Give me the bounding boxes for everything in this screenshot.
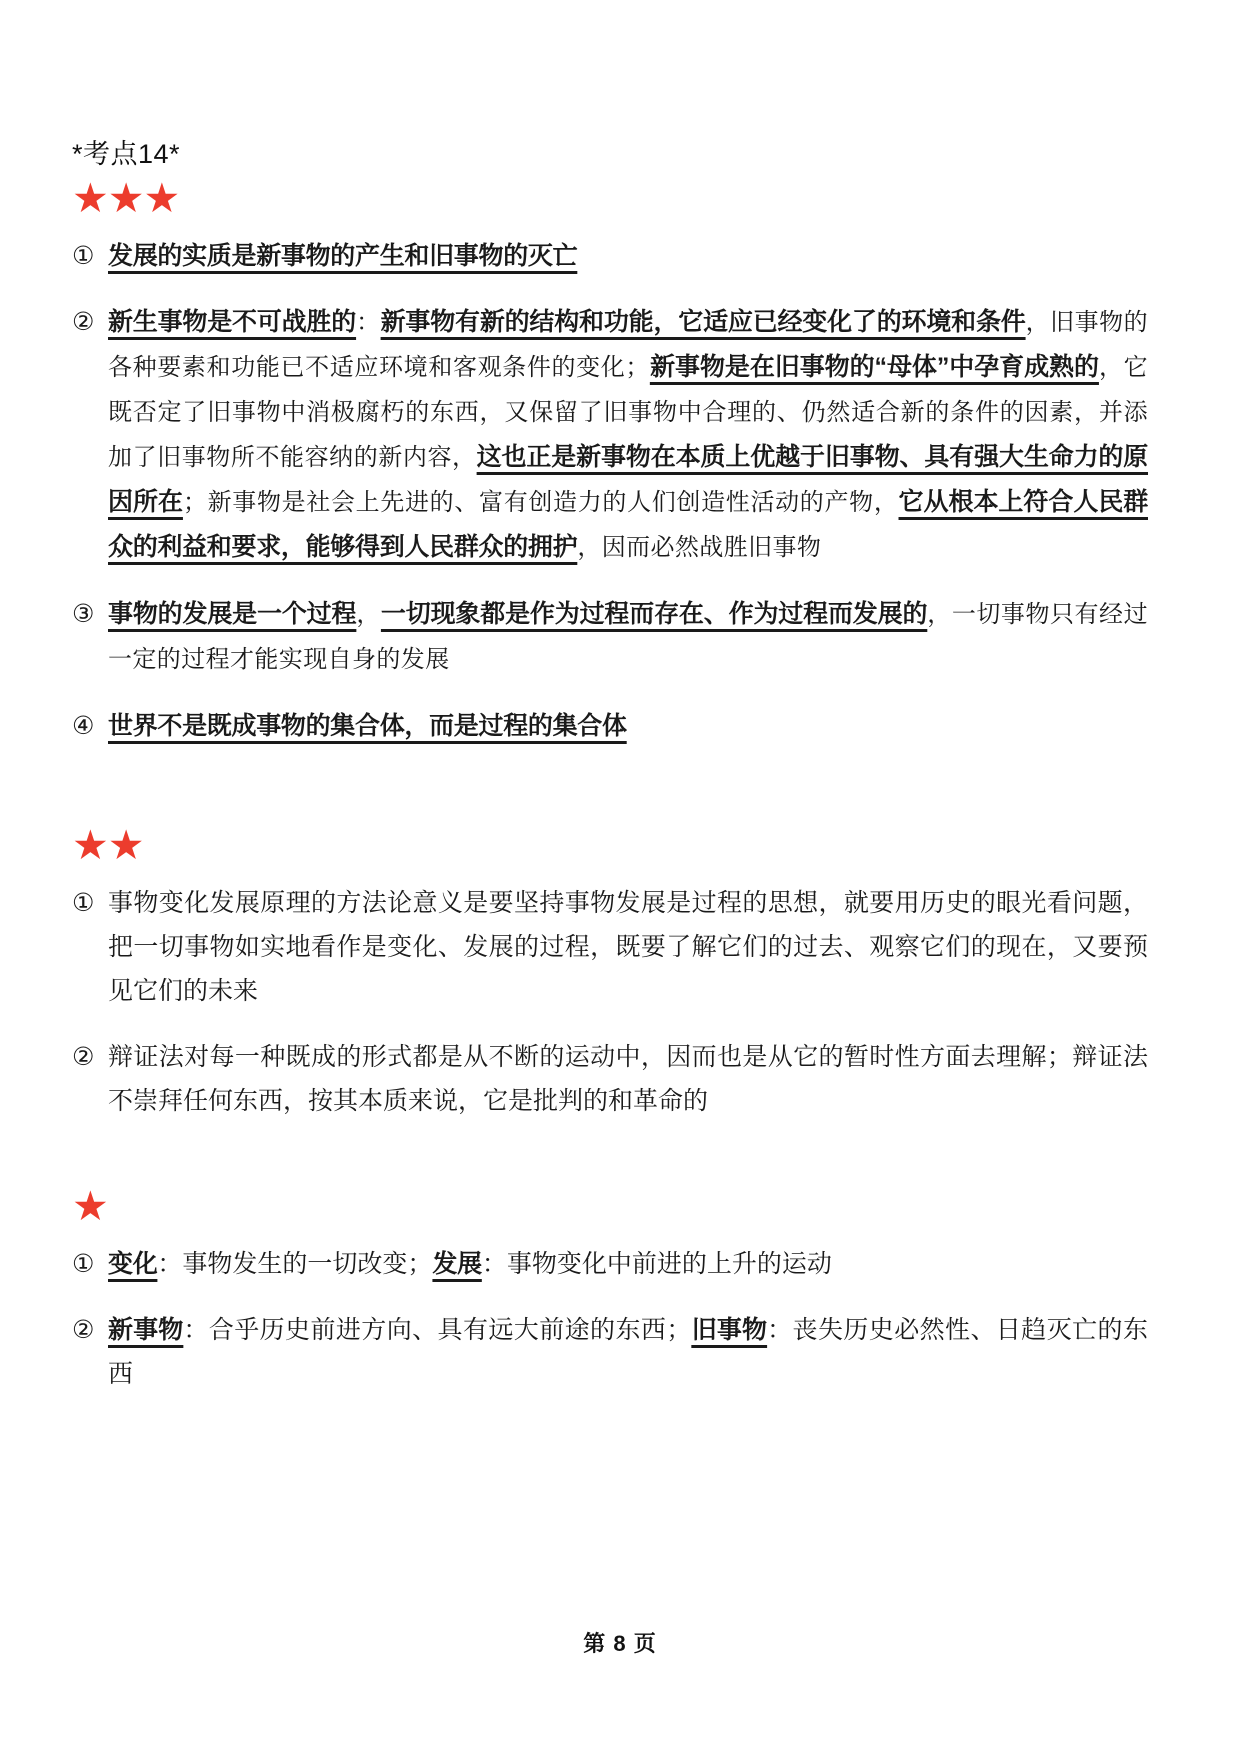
list-item-text bbox=[108, 1242, 1148, 1286]
emphasis-text: 旧事物 bbox=[691, 1316, 768, 1345]
emphasis-text: 事物的发展是一个过程 bbox=[108, 600, 357, 629]
section-divider-1 bbox=[72, 770, 1148, 824]
body-text: ： bbox=[356, 310, 381, 337]
emphasis-text: 新事物是在旧事物的“母体”中孕育成熟的 bbox=[649, 353, 1099, 382]
rating-three-stars: ★★★ bbox=[72, 175, 180, 221]
section-divider-2 bbox=[72, 1145, 1148, 1185]
body-text: ：事物变化中前进的上升的运动 bbox=[481, 1250, 832, 1279]
section-two-star-list bbox=[72, 881, 1148, 1123]
list-item-marker: ① bbox=[72, 889, 95, 918]
body-text: ，它既否定了旧事物中消极腐朽的东西，又保留了旧事物中合理的、仍然适合新的条件的因素，并添加了旧事物所不能容纳的新内容， bbox=[108, 355, 1148, 472]
section-one-star-list bbox=[72, 1242, 1148, 1396]
list-item bbox=[72, 1035, 1148, 1123]
body-text: 辩证法对每一种既成的形式都是从不断的运动中，因而也是从它的暂时性方面去理解；辩证法不崇拜任何东西，按其本质来说，它是批判的和革命的 bbox=[108, 1043, 1148, 1116]
list-item bbox=[72, 1308, 1148, 1396]
emphasis-text: 一切现象都是作为过程而存在、作为过程而发展的 bbox=[380, 600, 928, 629]
list-item bbox=[72, 300, 1148, 570]
emphasis-text: 新事物有新的结构和功能，它适应已经变化了的环境和条件 bbox=[380, 308, 1026, 337]
body-text: ：事物发生的一切改变； bbox=[157, 1250, 433, 1279]
rating-two-stars: ★★ bbox=[72, 822, 144, 869]
list-item-marker: ② bbox=[72, 1043, 95, 1072]
list-item-text bbox=[108, 881, 1148, 1013]
list-item-text bbox=[108, 592, 1148, 682]
body-text: ， bbox=[356, 602, 381, 629]
section-three-star-list bbox=[72, 234, 1148, 748]
list-item bbox=[72, 1242, 1148, 1286]
emphasis-text: 它从根本上符合人民群众的利益和要求，能够得到人民群众的拥护 bbox=[108, 488, 1148, 562]
body-text: ，旧事物的各种要素和功能已不适应环境和客观条件的变化； bbox=[108, 310, 1149, 382]
list-item bbox=[72, 234, 1148, 278]
page-footer: 第 8 页 bbox=[583, 1631, 657, 1656]
list-item-marker: ① bbox=[72, 242, 95, 271]
body-text: ：合乎历史前进方向、具有远大前途的东西； bbox=[183, 1316, 692, 1345]
emphasis-text: 世界不是既成事物的集合体，而是过程的集合体 bbox=[108, 712, 627, 741]
list-item-marker: ② bbox=[72, 1316, 95, 1345]
emphasis-text: 发展 bbox=[432, 1250, 482, 1279]
body-text: ，因而必然战胜旧事物 bbox=[577, 535, 822, 562]
list-item bbox=[72, 592, 1148, 682]
list-item bbox=[72, 704, 1148, 748]
list-item-text bbox=[108, 1308, 1148, 1396]
emphasis-text: 发展的实质是新事物的产生和旧事物的灭亡 bbox=[108, 242, 578, 271]
list-item-marker: ③ bbox=[72, 600, 95, 629]
list-item-marker: ② bbox=[72, 308, 95, 337]
list-item bbox=[72, 881, 1148, 1013]
body-text: 事物变化发展原理的方法论意义是要坚持事物发展是过程的思想，就要用历史的眼光看问题，把一切事物如实地看作是变化、发展的过程，既要了解它们的过去、观察它们的现在，又要预见它们的未来 bbox=[108, 889, 1148, 1006]
page-title: *考点14* bbox=[72, 139, 181, 169]
emphasis-text: 这也正是新事物在本质上优越于旧事物、具有强大生命力的原因所在 bbox=[108, 443, 1149, 517]
body-text: ：丧失历史必然性、日趋灭亡的东西 bbox=[108, 1316, 1148, 1389]
body-text: ；新事物是社会上先进的、富有创造力的人们创造性活动的产物， bbox=[182, 490, 899, 517]
list-item-marker: ① bbox=[72, 1250, 95, 1279]
list-item-text bbox=[108, 704, 1148, 748]
emphasis-text: 变化 bbox=[108, 1250, 158, 1279]
list-item-text bbox=[108, 234, 1148, 278]
list-item-text bbox=[108, 1035, 1148, 1123]
rating-one-star: ★ bbox=[72, 1183, 108, 1230]
body-text: ，一切事物只有经过一定的过程才能实现自身的发展 bbox=[108, 602, 1148, 674]
emphasis-text: 新事物 bbox=[108, 1316, 184, 1345]
list-item-text bbox=[108, 300, 1148, 570]
list-item-marker: ④ bbox=[72, 712, 95, 741]
emphasis-text: 新生事物是不可战胜的 bbox=[108, 308, 357, 337]
